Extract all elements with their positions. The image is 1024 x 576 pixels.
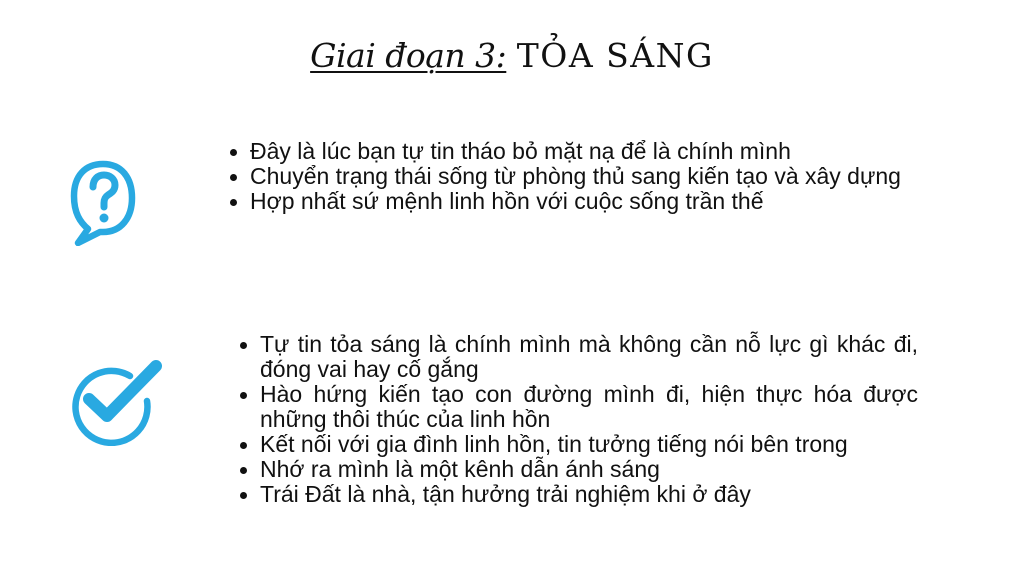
list-item: Hào hứng kiến tạo con đường mình đi, hiện thực hóa được những thôi thúc của linh hồn [238, 382, 918, 432]
list-item: Nhớ ra mình là một kênh dẫn ánh sáng [238, 457, 918, 482]
check-bullet-list [238, 332, 918, 507]
title-name: TỎA SÁNG [516, 36, 714, 75]
list-item: Kết nối với gia đình linh hồn, tin tưởng tiếng nói bên trong [238, 432, 918, 457]
question-bubble-icon [70, 158, 136, 246]
list-item: Chuyển trạng thái sống từ phòng thủ sang kiến tạo và xây dựng [228, 164, 920, 189]
list-item: Hợp nhất sứ mệnh linh hồn với cuộc sống trần thế [228, 189, 920, 214]
title-phase: Giai đoạn 3: [310, 36, 507, 75]
list-item: Tự tin tỏa sáng là chính mình mà không cần nỗ lực gì khác đi, đóng vai hay cố gắng [238, 332, 918, 382]
checkmark-circle-icon [66, 356, 162, 446]
list-item: Đây là lúc bạn tự tin tháo bỏ mặt nạ để là chính mình [228, 139, 920, 164]
list-item: Trái Đất là nhà, tận hưởng trải nghiệm khi ở đây [238, 482, 918, 507]
question-bullet-list [228, 139, 920, 214]
slide-title [0, 34, 1024, 78]
